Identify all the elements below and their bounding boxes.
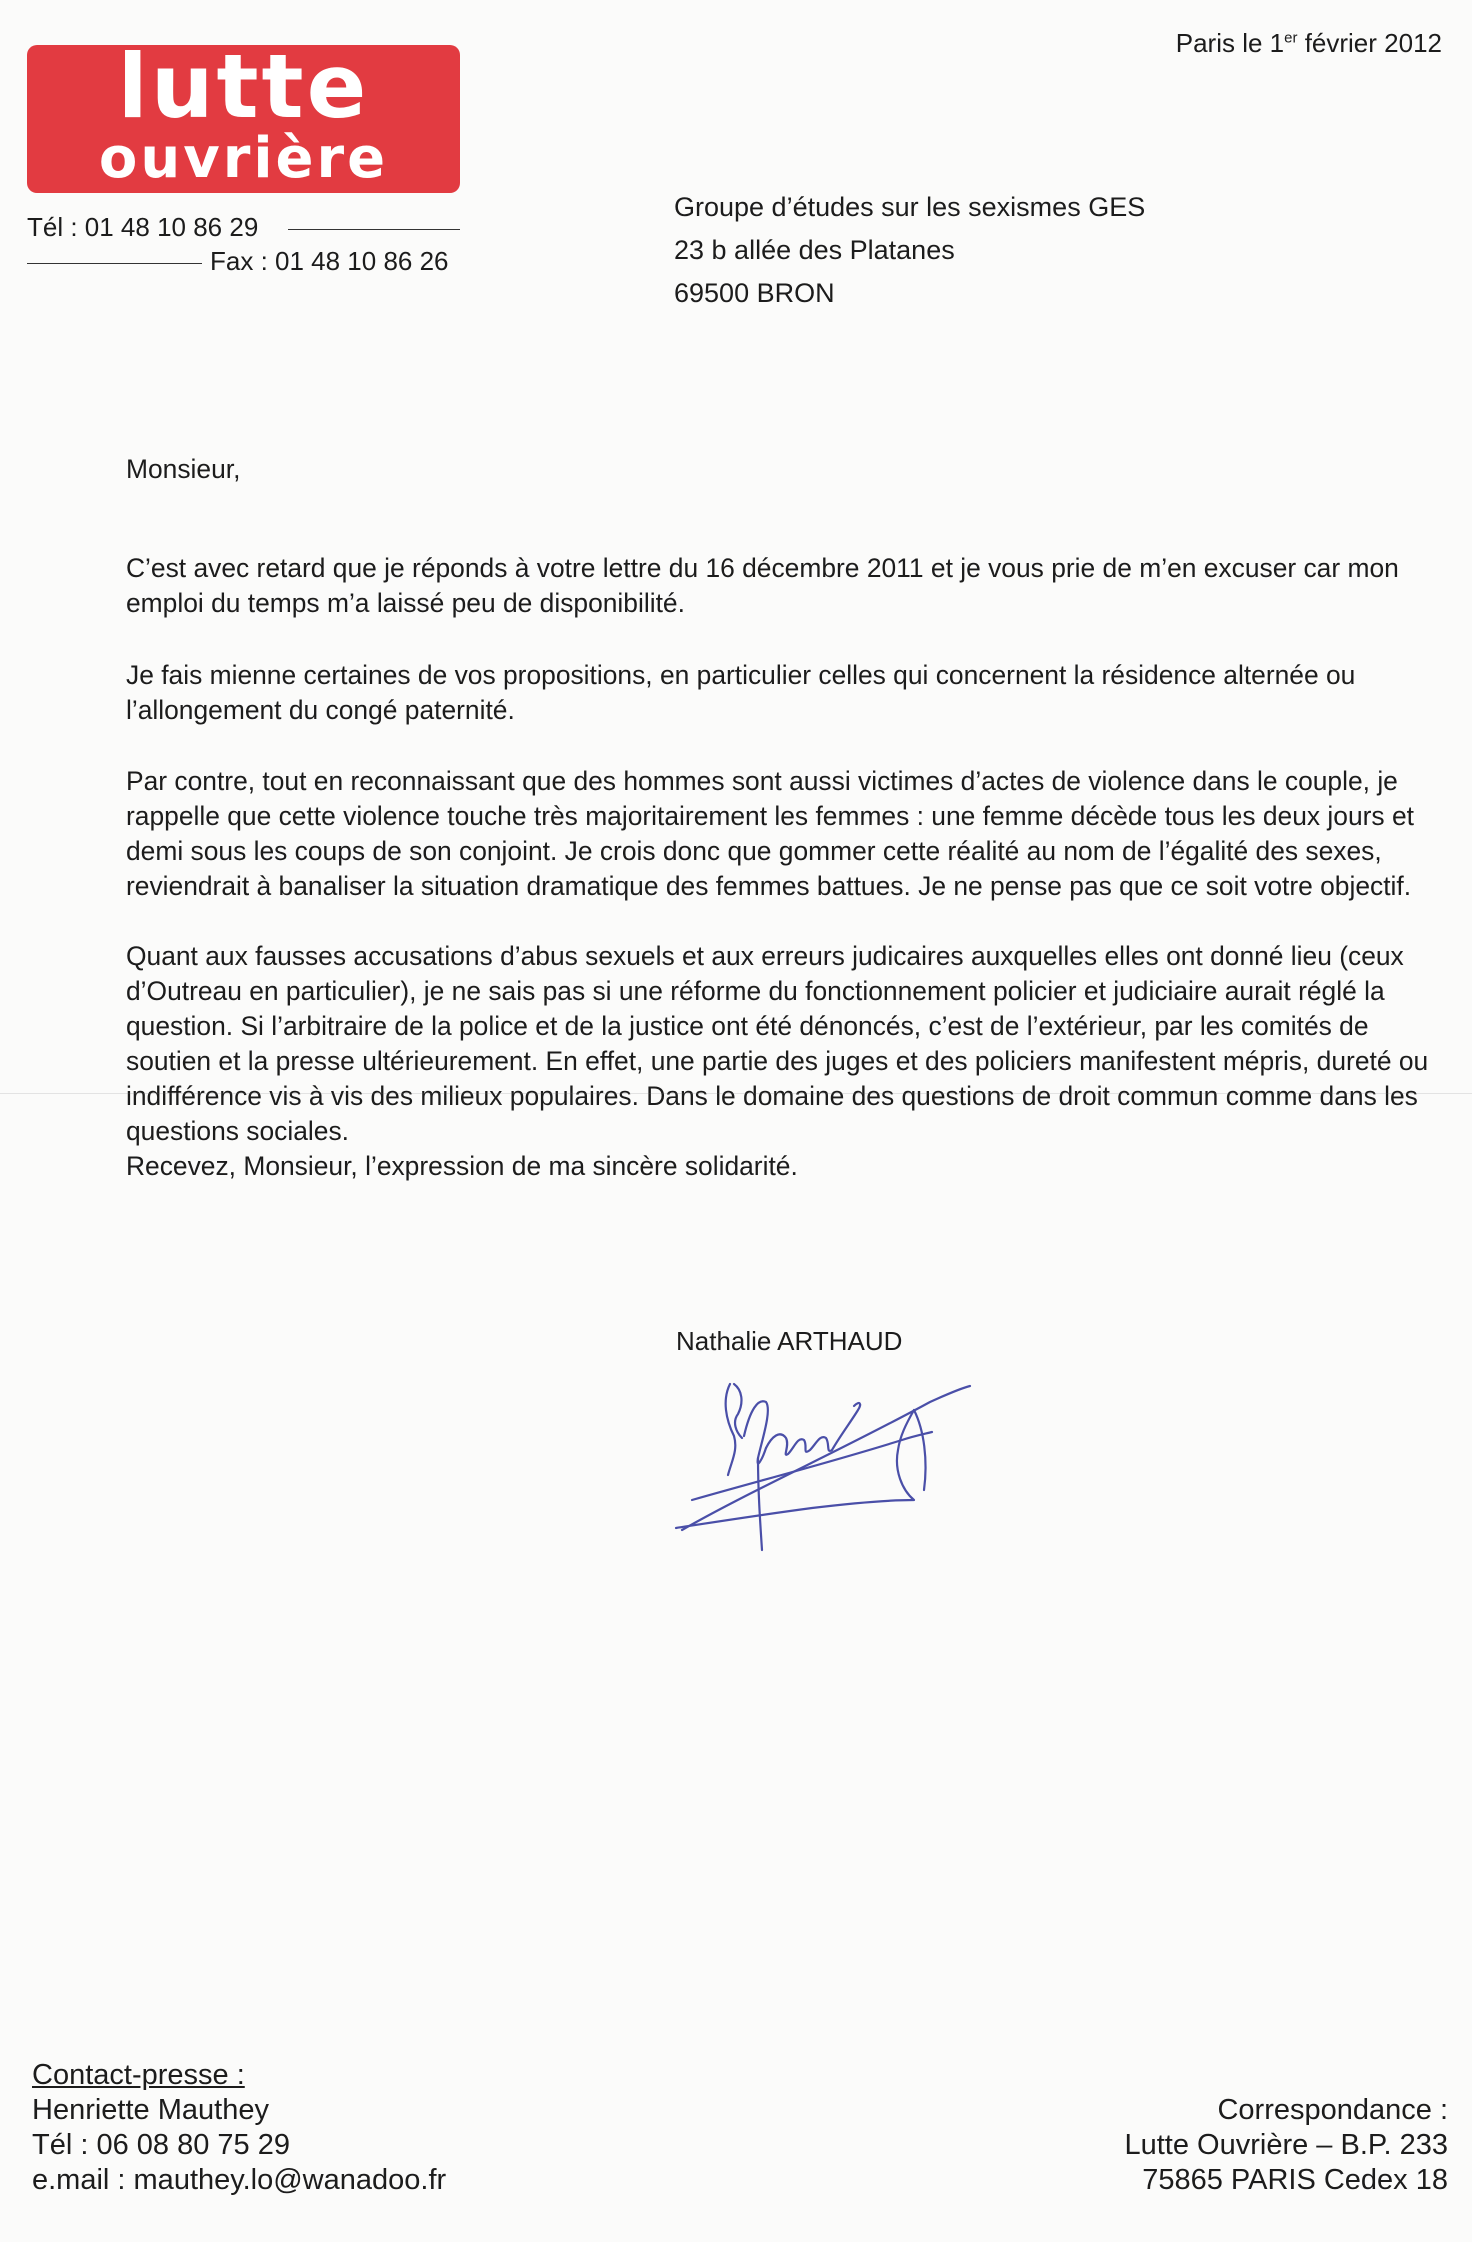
press-contact (32, 2058, 446, 2198)
signer-name: Nathalie ARTHAUD (676, 1326, 903, 1356)
press-contact-title: Contact-presse : (32, 2059, 245, 2091)
letter-date (1176, 28, 1442, 59)
logo-line2: ouvrière (98, 126, 389, 191)
date-suffix: février 2012 (1297, 28, 1442, 58)
date-prefix: Paris le 1 (1175, 28, 1285, 58)
press-contact-tel: Tél : 06 08 80 75 29 (32, 2129, 290, 2161)
header-tel: Tél : 01 48 10 86 29 (27, 212, 259, 242)
press-contact-email: e.mail : mauthey.lo@wanadoo.fr (32, 2164, 447, 2196)
handwritten-signature (662, 1340, 992, 1565)
header-fax: Fax : 01 48 10 86 26 (210, 246, 449, 276)
correspondence-title: Correspondance : (1217, 2094, 1448, 2126)
closing: Recevez, Monsieur, l’expression de ma sincère solidarité. (126, 1151, 798, 1181)
paragraph-1: C’est avec retard que je réponds à votre lettre du 16 décembre 2011 et je vous prie de m’en excuser car mon emploi du temps m’a laissé peu de disponibilité. (126, 553, 1399, 618)
lutte-ouvriere-logo (27, 35, 460, 193)
correspondence-line2: 75865 PARIS Cedex 18 (1142, 2164, 1448, 2196)
recipient-address (674, 186, 1145, 315)
correspondence-line1: Lutte Ouvrière – B.P. 233 (1124, 2129, 1448, 2161)
recipient-line1: Groupe d’études sur les sexismes GES (674, 192, 1146, 222)
recipient-line3: 69500 BRON (674, 278, 835, 308)
correspondence-address (1124, 2093, 1448, 2198)
fax-rule (27, 263, 202, 264)
press-contact-name: Henriette Mauthey (32, 2094, 269, 2126)
logo-line1: lutte (117, 35, 370, 138)
paper-fold-line (0, 1093, 1472, 1094)
salutation: Monsieur, (126, 454, 241, 484)
date-sup: er (1284, 29, 1298, 47)
paragraph-2: Je fais mienne certaines de vos propositions, en particulier celles qui concernent la résidence alternée ou l’allongement du congé paternité. (126, 660, 1356, 725)
recipient-line2: 23 b allée des Platanes (674, 235, 955, 265)
paragraph-3: Par contre, tout en reconnaissant que des hommes sont aussi victimes d’actes de violence dans le couple, je rappelle que cette violence touche très majoritairement les femmes : une femme décède tous les deux jours et demi sous les coups de son conjoint. Je crois donc que gommer cette réalité au nom de l’égalité des sexes, reviendrait à banaliser la situation dramatique des femmes battues. Je ne pense pas que ce soit votre objectif. (126, 766, 1414, 901)
tel-rule (288, 229, 460, 230)
paragraph-4: Quant aux fausses accusations d’abus sexuels et aux erreurs judicaires auxquelles elles ont donné lieu (ceux d’Outreau en particulier), je ne sais pas si une réforme du fonctionnement policier et judiciaire aurait réglé la question. Si l’arbitraire de la police et de la justice ont été dénoncés, c’est de l’extérieur, par les comités de soutien et la presse ultérieurement. En effet, une partie des juges et des policiers manifestent mépris, dureté ou indifférence vis à vis des milieux populaires. Dans le domaine des questions de droit commun comme dans les questions sociales. (126, 941, 1429, 1146)
